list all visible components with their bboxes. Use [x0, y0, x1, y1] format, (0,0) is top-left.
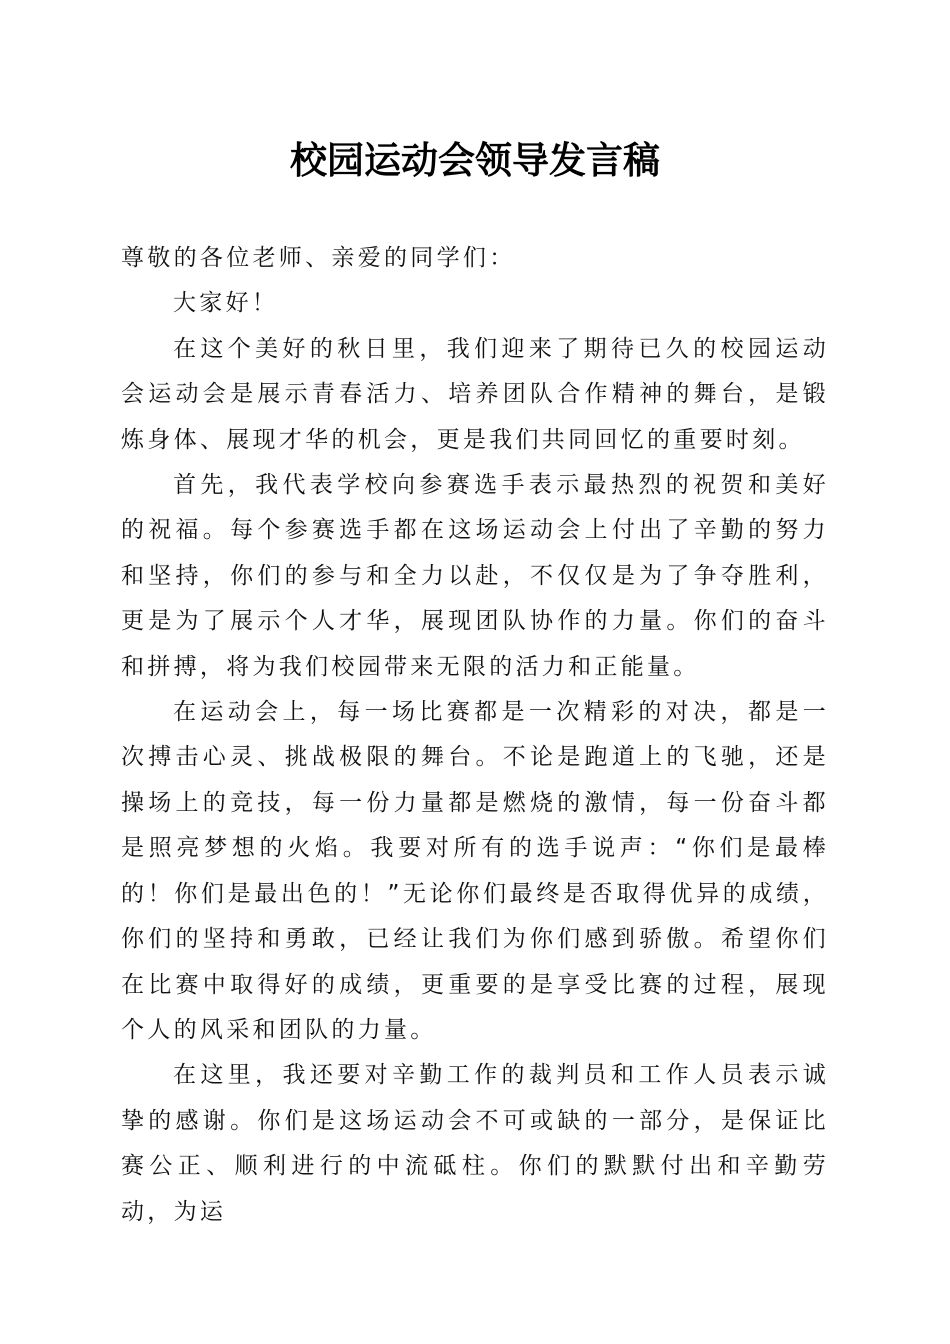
paragraph-greeting: 大家好！: [173, 290, 279, 317]
paragraph-competition: 在运动会上，每一场比赛都是一次精彩的对决，都是一次搏击心灵、挑战极限的舞台。不论是跑道上的飞驰，还是操场上的竞技，每一份力量都是燃烧的激情，每一份奋斗都是照亮梦想的火焰。我要对所有的选手说声：“你们是最棒的！你们是最出色的！”无论你们最终是否取得优异的成绩，你们的坚持和勇敢，已经让我们为你们感到骄傲。希望你们在比赛中取得好的成绩，更重要的是享受比赛的过程，展现个人的风采和团队的力量。: [121, 699, 829, 1043]
paragraph-congratulations: 首先，我代表学校向参赛选手表示最热烈的祝贺和美好的祝福。每个参赛选手都在这场运动会上付出了辛勤的努力和坚持，你们的参与和全力以赴，不仅仅是为了争夺胜利，更是为了展示个人才华，展现团队协作的力量。你们的奋斗和拼搏，将为我们校园带来无限的活力和正能量。: [121, 472, 829, 680]
document-title: 校园运动会领导发言稿: [290, 138, 660, 182]
paragraph-opening: 在这个美好的秋日里，我们迎来了期待已久的校园运动会运动会是展示青春活力、培养团队合作精神的舞台，是锻炼身体、展现才华的机会，更是我们共同回忆的重要时刻。: [121, 335, 829, 453]
document-body: [121, 236, 829, 1235]
salutation: 尊敬的各位老师、亲爱的同学们：: [121, 245, 516, 271]
paragraph-thanks: 在这里，我还要对辛勤工作的裁判员和工作人员表示诚挚的感谢。你们是这场运动会不可或缺的一部分，是保证比赛公正、顺利进行的中流砥柱。你们的默默付出和辛勤劳动，为运: [121, 1062, 829, 1225]
